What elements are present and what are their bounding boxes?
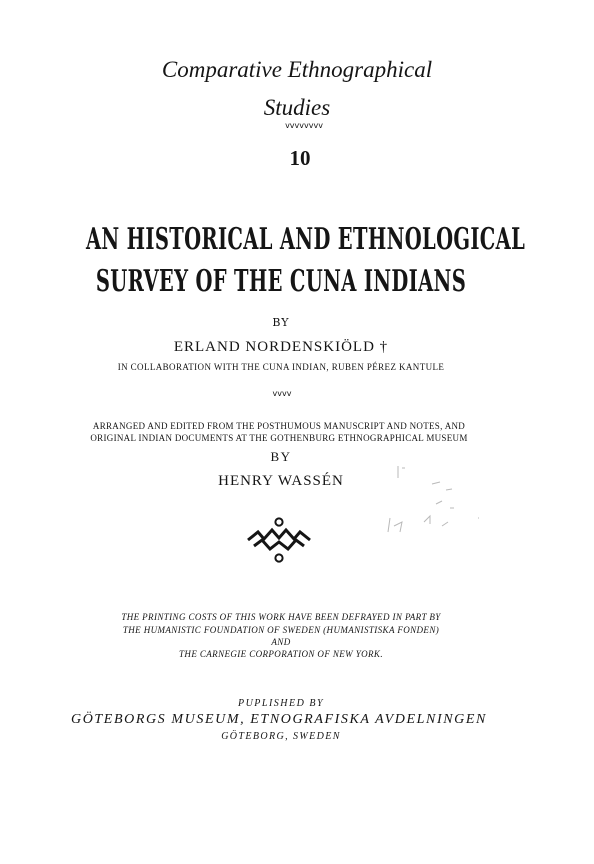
by-label-editor: BY: [270, 449, 292, 464]
collaboration-note: IN COLLABORATION WITH THE CUNA INDIAN, RUBEN PÉREZ KANTULE: [117, 362, 445, 372]
series-title-line2: Studies: [263, 95, 331, 120]
by-label: BY: [272, 316, 290, 329]
funding-line4: THE CARNEGIE CORPORATION OF NEW YORK.: [179, 649, 383, 659]
author-name: ERLAND NORDENSKIÖLD †: [173, 339, 389, 355]
published-by-label: PUPLISHED BY: [237, 698, 325, 709]
arranged-line2: ORIGINAL INDIAN DOCUMENTS AT THE GOTHENBURG ETHNOGRAPHICAL MUSEUM: [90, 433, 468, 443]
book-title-line1: AN HISTORICAL AND ETHNOLOGICAL: [85, 222, 526, 257]
pencil-margin-note: [380, 460, 490, 550]
series-ornament: vvvvvvvv: [285, 121, 323, 130]
series-number: 10: [289, 146, 311, 170]
publisher-place: GÖTEBORG, SWEDEN: [221, 731, 341, 742]
funding-line2: THE HUMANISTIC FOUNDATION OF SWEDEN (HUMANISTISKA FONDEN): [122, 625, 440, 635]
cuna-mola-emblem-icon: [244, 516, 314, 564]
editor-name: HENRY WASSÉN: [218, 473, 344, 489]
arranged-line1: ARRANGED AND EDITED FROM THE POSTHUMOUS MANUSCRIPT AND NOTES, AND: [92, 421, 466, 431]
book-title-line2: SURVEY OF THE CUNA INDIANS: [95, 264, 467, 299]
funding-line3: AND: [271, 637, 291, 647]
section-ornament: vvvv: [272, 389, 292, 398]
funding-line1: THE PRINTING COSTS OF THIS WORK HAVE BEEN DEFRAYED IN PART BY: [121, 612, 441, 622]
publisher-name: GÖTEBORGS MUSEUM, ETNOGRAFISKA AVDELNINGEN: [71, 712, 487, 727]
series-title-line1: Comparative Ethnographical: [161, 57, 433, 82]
